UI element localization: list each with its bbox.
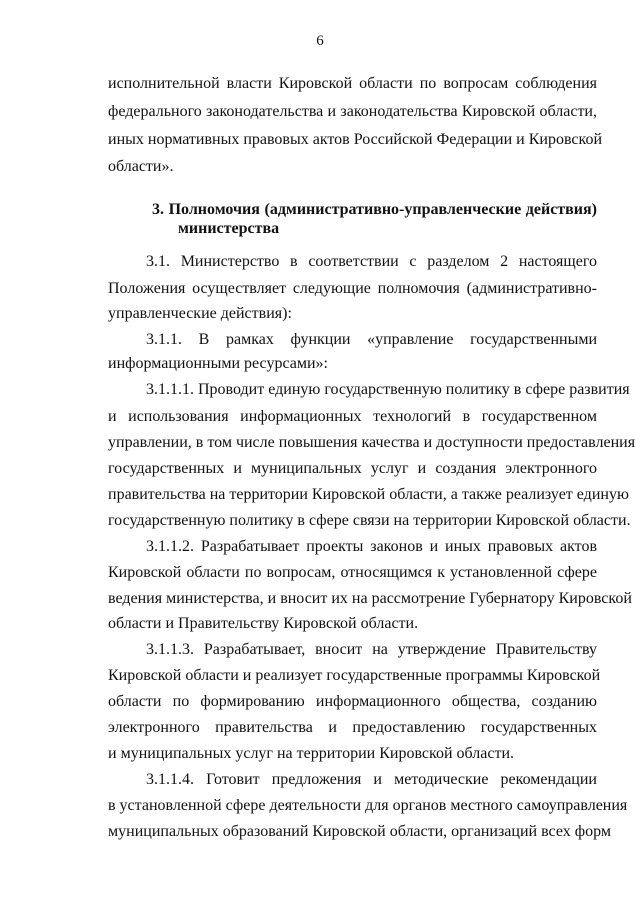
- text-line: Кировской области и реализует государственные программы Кировской: [108, 667, 601, 684]
- text-line: 3.1.1.4. Готовит предложения и методические рекомендации: [146, 771, 597, 788]
- text-line: области и Правительству Кировской области.: [108, 615, 419, 632]
- text-line: области».: [108, 158, 174, 175]
- text-line: иных нормативных правовых актов Российской Федерации и Кировской: [108, 131, 603, 148]
- text-line: федерального законодательства и законодательства Кировской области,: [108, 103, 597, 120]
- text-line: и использования информационных технологий в государственном: [108, 408, 597, 425]
- text-line: государственных и муниципальных услуг и создания электронного: [108, 460, 597, 477]
- text-line: ведения министерства, и вносит их на рассмотрение Губернатору Кировской: [108, 590, 632, 607]
- text-line: Кировской области по вопросам, относящимся к установленной сфере: [108, 564, 597, 581]
- section-heading: 3. Полномочия (административно-управленческие действия): [152, 201, 597, 218]
- text-line: государственную политику в сфере связи на территории Кировской области.: [108, 512, 631, 529]
- text-line: управленческие действия):: [108, 305, 292, 322]
- text-line: 3.1.1.3. Разрабатывает, вносит на утверждение Правительству: [146, 641, 597, 658]
- text-line: области по формированию информационного общества, созданию: [108, 693, 597, 710]
- text-line: 3.1.1.2. Разрабатывает проекты законов и иных правовых актов: [146, 538, 597, 555]
- text-line: исполнительной власти Кировской области по вопросам соблюдения: [108, 75, 597, 92]
- text-line: управлении, в том числе повышения качества и доступности предоставления: [108, 434, 636, 451]
- text-line: 3.1.1.1. Проводит единую государственную политику в сфере развития: [146, 381, 630, 398]
- text-line: электронного правительства и предоставлению государственных: [108, 719, 597, 736]
- page-number: 6: [316, 33, 324, 49]
- text-line: информационными ресурсами»:: [108, 355, 328, 372]
- section-heading-continuation: министерства: [178, 220, 280, 237]
- text-line: муниципальных образований Кировской области, организаций всех форм: [108, 823, 611, 840]
- text-line: и муниципальных услуг на территории Кировской области.: [108, 745, 515, 762]
- text-line: правительства на территории Кировской области, а также реализует единую: [108, 486, 629, 503]
- text-line: в установленной сфере деятельности для органов местного самоуправления: [108, 797, 628, 814]
- text-line: Положения осуществляет следующие полномочия (административно-: [108, 280, 597, 297]
- text-line: 3.1. Министерство в соответствии с разделом 2 настоящего: [146, 253, 597, 270]
- text-line: 3.1.1. В рамках функции «управление государственными: [146, 331, 597, 348]
